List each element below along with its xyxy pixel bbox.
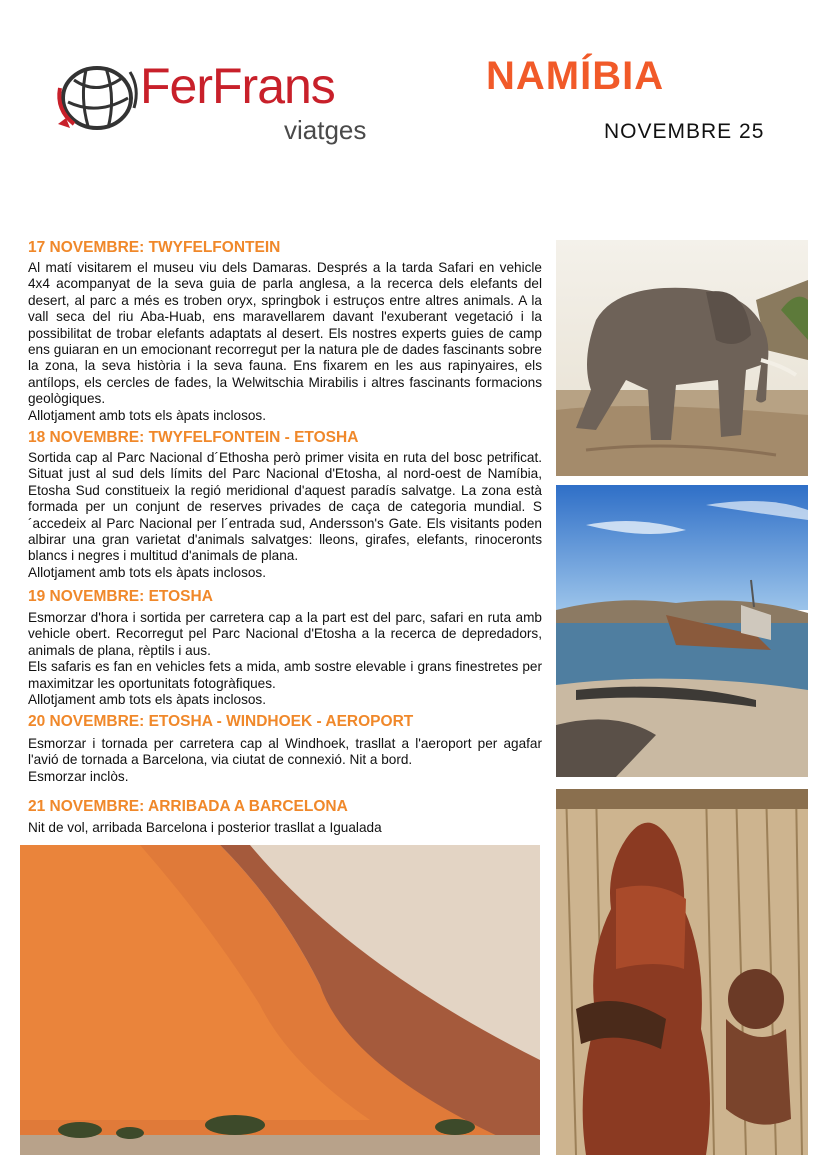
day-paragraph: Al matí visitarem el museu viu dels Damaras. Després a la tarda Safari en vehicle 4x4 acompanyat de la seva guia de parla anglesa, a la recerca dels elefants del desert, al parc a més es troben oryx, springbok i estruços entre altres animals. A la vall seca del riu Aba-Huab, ens maravellarem davant l'exuberant vegetació i la possibilitat de trobar elefants adaptats al desert. Els nostres experts guies de camp ens guiaran en un emocionant recorregut per la natura ple de dades fascinants sobre la zona, la seva història i la seva fauna. Ens fixarem en les aus rapinyaires, els antílops, els cercles de fades, la Welwitschia Mirabilis i altres fascinants formacions geològiques. — [28, 260, 542, 407]
brand-subtitle: viatges — [284, 115, 367, 145]
day-description — [28, 450, 542, 581]
day-paragraph: Esmorzar d'hora i sortida per carretera cap a la part est del parc, safari en ruta amb vehicle obert. Recorregut pel Parc Nacional d'Etosha a la recerca de depredadors, animals de plana, rèptils i aus. — [28, 610, 542, 658]
day-paragraph: Sortida cap al Parc Nacional d´Ethosha però primer visita en ruta del bosc petrificat. Situat just al sud dels límits del Parc Nacional d'Etosha, al nord-oest de Namíbia, Etosha Sud constitueix la regió meridional d'aquest paradís salvatge. La zona està formada per un conjunt de reserves privades de caça de categoria mundial. S´accedeix al Parc Nacional per l´entrada sud, Andersson's Gate. Els visitants poden albirar una gran varietat d'animals salvatges: lleons, girafes, elefants, rinoceronts blancs i negres i multitud d'animals de plana. — [28, 450, 542, 564]
day-title: 18 NOVEMBRE: TWYFELFONTEIN - ETOSHA — [28, 429, 359, 446]
brand-name: FerFrans — [140, 58, 335, 114]
day-title: 19 NOVEMBRE: ETOSHA — [28, 588, 213, 605]
day-paragraph: Allotjament amb tots els àpats inclosos. — [28, 407, 267, 423]
day-title: 21 NOVEMBRE: ARRIBADA A BARCELONA — [28, 798, 348, 815]
himba-woman-photo — [556, 789, 808, 1155]
day-description — [28, 820, 542, 836]
day-paragraph: Esmorzar inclòs. — [28, 768, 129, 784]
shipwreck-coast-photo — [556, 485, 808, 777]
day-paragraph: Nit de vol, arribada Barcelona i posterior trasllat a Igualada — [28, 820, 382, 835]
sand-dune-photo — [20, 845, 540, 1155]
day-paragraph: Allotjament amb tots els àpats inclosos. — [28, 564, 267, 580]
day-title: 20 NOVEMBRE: ETOSHA - WINDHOEK - AEROPORT — [28, 713, 414, 730]
day-title: 17 NOVEMBRE: TWYFELFONTEIN — [28, 239, 281, 256]
day-paragraph: Esmorzar i tornada per carretera cap al Windhoek, trasllat a l'aeroport per agafar l'avió de tornada a Barcelona, via ciutat de connexió. Nit a bord. — [28, 736, 542, 768]
day-description — [28, 610, 542, 708]
day-paragraph: Els safaris es fan en vehicles fets a mida, amb sostre elevable i grans finestretes per maximitzar les oportunitats fotogràfiques. — [28, 659, 542, 691]
destination-title: NAMÍBIA — [486, 54, 665, 98]
day-description — [28, 260, 542, 424]
trip-date: NOVEMBRE 25 — [604, 120, 765, 143]
day-description — [28, 736, 542, 785]
elephant-photo — [556, 240, 808, 476]
company-logo — [52, 56, 382, 156]
day-paragraph: Allotjament amb tots els àpats inclosos. — [28, 692, 267, 708]
globe-plane-icon — [52, 58, 142, 138]
